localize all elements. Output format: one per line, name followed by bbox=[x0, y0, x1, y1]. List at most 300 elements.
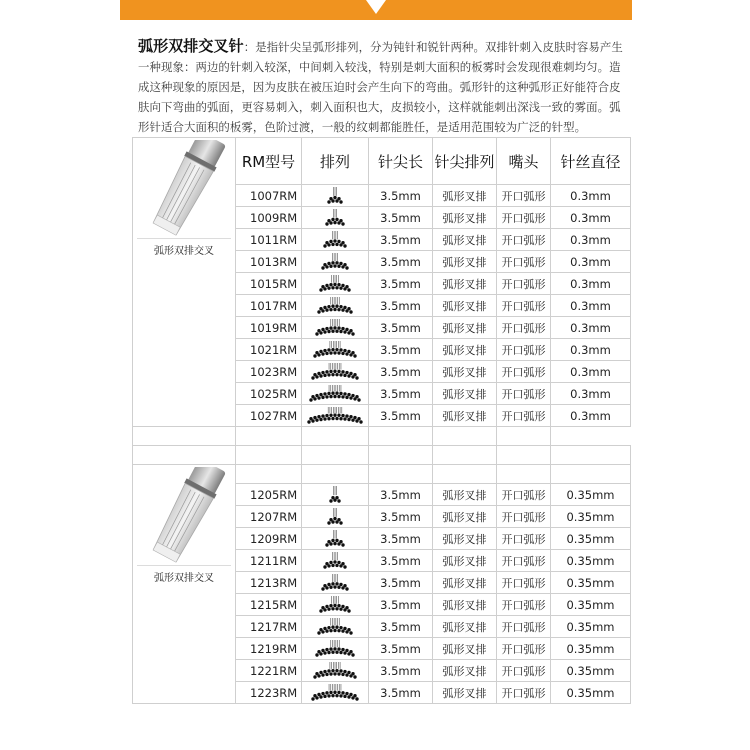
empty-cell bbox=[236, 427, 302, 446]
needle-dot bbox=[339, 392, 342, 395]
model-cell: 1211RM bbox=[236, 550, 302, 572]
needle-dot bbox=[325, 605, 328, 608]
needle-dot bbox=[307, 420, 310, 423]
needle-dot bbox=[329, 370, 332, 373]
diameter-cell: 0.35mm bbox=[551, 594, 631, 616]
needle-dot bbox=[351, 351, 354, 354]
tip-length-cell: 3.5mm bbox=[369, 185, 433, 207]
needle-dot bbox=[337, 691, 340, 694]
needle-dot bbox=[329, 647, 332, 650]
tip-arrangement-cell: 弧形叉排 bbox=[433, 251, 497, 273]
needle-dot bbox=[321, 309, 324, 312]
needle-dot bbox=[339, 373, 342, 376]
needle-dot bbox=[351, 332, 354, 335]
needle-arrangement-diagram bbox=[304, 362, 366, 381]
header-model: RM型号 bbox=[236, 138, 302, 185]
needle-dot bbox=[319, 374, 322, 377]
needle-dot bbox=[325, 370, 328, 373]
needle-dot bbox=[329, 586, 332, 589]
needle-dot bbox=[337, 586, 340, 589]
needle-dot bbox=[339, 219, 342, 222]
needle-dot bbox=[319, 652, 322, 655]
needle-dot bbox=[343, 695, 346, 698]
needle-dot bbox=[337, 265, 340, 268]
needle-dot bbox=[333, 326, 336, 329]
needle-dot bbox=[335, 496, 338, 499]
needle-dot bbox=[321, 587, 324, 590]
needle-dot bbox=[337, 561, 340, 564]
needle-dot bbox=[331, 582, 334, 585]
needle-dot bbox=[343, 584, 346, 587]
model-cell: 1213RM bbox=[236, 572, 302, 594]
header-arrangement-diagram: 排列 bbox=[302, 138, 369, 185]
mouth-cell: 开口弧形 bbox=[497, 506, 551, 528]
tip-length-cell: 3.5mm bbox=[369, 251, 433, 273]
needle-arrangement-diagram bbox=[304, 617, 366, 636]
needle-dot bbox=[333, 604, 336, 607]
needle-dot bbox=[339, 286, 342, 289]
arrangement-cell bbox=[302, 273, 369, 295]
needle-dot bbox=[353, 416, 356, 419]
needle-dot bbox=[323, 651, 326, 654]
needle-dot bbox=[335, 330, 338, 333]
needle-dot bbox=[325, 327, 328, 330]
needle-cartridge-image bbox=[137, 140, 230, 236]
tip-arrangement-cell: 弧形叉排 bbox=[433, 572, 497, 594]
needle-dot bbox=[313, 675, 316, 678]
tip-length-cell: 3.5mm bbox=[369, 383, 433, 405]
needle-dot bbox=[319, 418, 322, 421]
tip-length-cell: 3.5mm bbox=[369, 405, 433, 427]
intro-term: 弧形双排交叉针 bbox=[138, 37, 244, 55]
needle-arrangement-diagram bbox=[304, 406, 366, 425]
needle-dot bbox=[327, 417, 330, 420]
product-image-label: 弧形双排交叉 bbox=[137, 238, 231, 257]
needle-dot bbox=[321, 414, 324, 417]
tip-length-cell: 3.5mm bbox=[369, 229, 433, 251]
needle-dot bbox=[321, 352, 324, 355]
needle-dot bbox=[345, 285, 348, 288]
tip-arrangement-cell: 弧形叉排 bbox=[433, 660, 497, 682]
needle-dot bbox=[343, 392, 346, 395]
needle-dot bbox=[329, 542, 332, 545]
diameter-cell: 0.3mm bbox=[551, 361, 631, 383]
diameter-cell: 0.3mm bbox=[551, 273, 631, 295]
model-cell: 1223RM bbox=[236, 682, 302, 704]
needle-dot bbox=[317, 310, 320, 313]
needle-dot bbox=[333, 308, 336, 311]
needle-dot bbox=[317, 415, 320, 418]
tip-length-cell: 3.5mm bbox=[369, 638, 433, 660]
needle-dot bbox=[319, 609, 322, 612]
needle-dot bbox=[353, 354, 356, 357]
diameter-cell: 0.3mm bbox=[551, 317, 631, 339]
needle-dot bbox=[347, 418, 350, 421]
needle-dot bbox=[329, 414, 332, 417]
empty-cell bbox=[433, 446, 497, 465]
needle-dot bbox=[333, 672, 336, 675]
needle-dot bbox=[345, 414, 348, 417]
spacer-row bbox=[133, 427, 631, 446]
diameter-cell: 0.35mm bbox=[551, 638, 631, 660]
needle-dot bbox=[349, 650, 352, 653]
needle-dot bbox=[341, 648, 344, 651]
needle-dot bbox=[325, 629, 328, 632]
needle-dot bbox=[335, 582, 338, 585]
needle-dot bbox=[347, 628, 350, 631]
needle-arrangement-diagram bbox=[304, 274, 366, 293]
needle-dot bbox=[335, 218, 338, 221]
needle-dot bbox=[325, 222, 328, 225]
needle-dot bbox=[337, 351, 340, 354]
needle-dot bbox=[333, 517, 336, 520]
diameter-cell: 0.35mm bbox=[551, 506, 631, 528]
needle-dot bbox=[355, 376, 358, 379]
model-cell: 1013RM bbox=[236, 251, 302, 273]
needle-dot bbox=[331, 330, 334, 333]
mouth-cell: 开口弧形 bbox=[497, 339, 551, 361]
needle-dot bbox=[323, 287, 326, 290]
diameter-cell: 0.35mm bbox=[551, 572, 631, 594]
needle-dot bbox=[317, 353, 320, 356]
needle-dot bbox=[345, 692, 348, 695]
needle-dot bbox=[327, 651, 330, 654]
tip-arrangement-cell: 弧形叉排 bbox=[433, 295, 497, 317]
diameter-cell: 0.3mm bbox=[551, 295, 631, 317]
needle-dot bbox=[343, 263, 346, 266]
needle-dot bbox=[333, 542, 336, 545]
arrangement-cell bbox=[302, 484, 369, 506]
needle-arrangement-diagram bbox=[304, 661, 366, 680]
needle-dot bbox=[317, 674, 320, 677]
tip-arrangement-cell: 弧形叉排 bbox=[433, 229, 497, 251]
tip-length-cell: 3.5mm bbox=[369, 295, 433, 317]
needle-dot bbox=[325, 586, 328, 589]
needle-dot bbox=[323, 330, 326, 333]
needle-dot bbox=[315, 696, 318, 699]
needle-dot bbox=[345, 396, 348, 399]
needle-dot bbox=[341, 673, 344, 676]
needle-dot bbox=[321, 396, 324, 399]
needle-dot bbox=[357, 398, 360, 401]
tip-arrangement-cell: 弧形叉排 bbox=[433, 273, 497, 295]
model-cell: 1009RM bbox=[236, 207, 302, 229]
needle-dot bbox=[335, 564, 338, 567]
model-cell: 1007RM bbox=[236, 185, 302, 207]
needle-dot bbox=[331, 669, 334, 672]
needle-dot bbox=[341, 605, 344, 608]
mouth-cell: 开口弧形 bbox=[497, 616, 551, 638]
mouth-cell: 开口弧形 bbox=[497, 273, 551, 295]
empty-cell bbox=[551, 465, 631, 484]
needle-dot bbox=[313, 354, 316, 357]
needle-dot bbox=[319, 695, 322, 698]
needle-dot bbox=[321, 692, 324, 695]
needle-dot bbox=[337, 326, 340, 329]
needle-dot bbox=[323, 565, 326, 568]
tip-length-cell: 3.5mm bbox=[369, 484, 433, 506]
intro-text: ：是指针尖呈弧形排列，分为钝针和锐针两种。双排针刺入皮肤时容易产生一种现象：两边的针刺入较深，中间刺入较浅，特别是刺大面积的板雾时会发现很难刺均匀。造成这种现象的原因是，因为皮肤在被压迫时会产生向下的弯曲。弧形针的这种弧形正好能符合皮肤向下弯曲的弧面，更容易刺入，刺入面积也大，皮损较小，这样就能刺出深浅一致的雾面。弧形针适合大面积的板雾，色阶过渡，一般的纹刺都能胜任，是适用范围较为广泛的针型。 bbox=[138, 40, 623, 134]
tip-arrangement-cell: 弧形叉排 bbox=[433, 594, 497, 616]
needle-dot bbox=[315, 653, 318, 656]
model-cell: 1025RM bbox=[236, 383, 302, 405]
tip-arrangement-cell: 弧形叉排 bbox=[433, 361, 497, 383]
needle-dot bbox=[339, 651, 342, 654]
needle-dot bbox=[333, 395, 336, 398]
arrangement-cell bbox=[302, 616, 369, 638]
needle-dot bbox=[347, 393, 350, 396]
needle-dot bbox=[325, 673, 328, 676]
diameter-cell: 0.35mm bbox=[551, 484, 631, 506]
needle-dot bbox=[337, 240, 340, 243]
needle-dot bbox=[319, 331, 322, 334]
model-cell: 1205RM bbox=[236, 484, 302, 506]
needle-dot bbox=[337, 647, 340, 650]
needle-dot bbox=[335, 348, 338, 351]
needle-dot bbox=[327, 286, 330, 289]
arrangement-cell bbox=[302, 506, 369, 528]
needle-dot bbox=[325, 352, 328, 355]
needle-dot bbox=[337, 629, 340, 632]
needle-dot bbox=[329, 326, 332, 329]
needle-dot bbox=[335, 651, 338, 654]
mouth-cell: 开口弧形 bbox=[497, 207, 551, 229]
needle-dot bbox=[343, 374, 346, 377]
needle-arrangement-diagram bbox=[304, 186, 366, 205]
needle-dot bbox=[331, 392, 334, 395]
arrangement-cell bbox=[302, 339, 369, 361]
needle-dot bbox=[327, 200, 330, 203]
needle-dot bbox=[321, 266, 324, 269]
empty-cell bbox=[433, 465, 497, 484]
spacer-row bbox=[133, 446, 631, 465]
model-cell: 1011RM bbox=[236, 229, 302, 251]
needle-dot bbox=[333, 414, 336, 417]
needle-dot bbox=[333, 560, 336, 563]
empty-cell bbox=[236, 465, 302, 484]
needle-dot bbox=[317, 631, 320, 634]
needle-dot bbox=[331, 218, 334, 221]
diameter-cell: 0.3mm bbox=[551, 339, 631, 361]
needle-dot bbox=[345, 606, 348, 609]
mouth-cell: 开口弧形 bbox=[497, 317, 551, 339]
needle-dot bbox=[313, 397, 316, 400]
needle-dot bbox=[323, 392, 326, 395]
header-mouth: 嘴头 bbox=[497, 138, 551, 185]
needle-dot bbox=[333, 370, 336, 373]
needle-dot bbox=[349, 631, 352, 634]
needle-dot bbox=[315, 332, 318, 335]
arrangement-cell bbox=[302, 295, 369, 317]
model-cell: 1217RM bbox=[236, 616, 302, 638]
model-cell: 1027RM bbox=[236, 405, 302, 427]
mouth-cell: 开口弧形 bbox=[497, 550, 551, 572]
diameter-cell: 0.35mm bbox=[551, 528, 631, 550]
mouth-cell: 开口弧形 bbox=[497, 251, 551, 273]
needle-dot bbox=[329, 561, 332, 564]
needle-dot bbox=[323, 695, 326, 698]
needle-dot bbox=[333, 691, 336, 694]
model-cell: 1219RM bbox=[236, 638, 302, 660]
needle-dot bbox=[335, 539, 338, 542]
needle-dot bbox=[335, 607, 338, 610]
spec-table bbox=[132, 137, 631, 704]
needle-dot bbox=[337, 197, 340, 200]
needle-dot bbox=[325, 284, 328, 287]
needle-dot bbox=[343, 349, 346, 352]
needle-arrangement-diagram bbox=[304, 683, 366, 702]
needle-dot bbox=[343, 670, 346, 673]
table-header-row bbox=[133, 138, 631, 185]
needle-dot bbox=[329, 221, 332, 224]
diameter-cell: 0.3mm bbox=[551, 251, 631, 273]
needle-dot bbox=[359, 420, 362, 423]
needle-dot bbox=[355, 697, 358, 700]
arrangement-cell bbox=[302, 638, 369, 660]
needle-dot bbox=[327, 521, 330, 524]
mouth-cell: 开口弧形 bbox=[497, 638, 551, 660]
tip-length-cell: 3.5mm bbox=[369, 660, 433, 682]
needle-dot bbox=[335, 373, 338, 376]
tip-arrangement-cell: 弧形叉排 bbox=[433, 185, 497, 207]
needle-dot bbox=[337, 499, 340, 502]
model-cell: 1207RM bbox=[236, 506, 302, 528]
empty-cell bbox=[369, 465, 433, 484]
needle-dot bbox=[331, 261, 334, 264]
needle-dot bbox=[333, 239, 336, 242]
needle-dot bbox=[349, 310, 352, 313]
tip-length-cell: 3.5mm bbox=[369, 682, 433, 704]
needle-dot bbox=[335, 694, 338, 697]
needle-dot bbox=[329, 604, 332, 607]
needle-arrangement-diagram bbox=[304, 230, 366, 249]
needle-dot bbox=[327, 583, 330, 586]
needle-dot bbox=[357, 417, 360, 420]
needle-arrangement-diagram bbox=[304, 485, 366, 504]
needle-dot bbox=[333, 647, 336, 650]
needle-dot bbox=[341, 370, 344, 373]
needle-dot bbox=[329, 265, 332, 268]
needle-dot bbox=[327, 373, 330, 376]
empty-cell bbox=[302, 446, 369, 465]
tip-length-cell: 3.5mm bbox=[369, 273, 433, 295]
needle-dot bbox=[327, 564, 330, 567]
needle-dot bbox=[345, 266, 348, 269]
needle-arrangement-diagram bbox=[304, 296, 366, 315]
needle-dot bbox=[335, 669, 338, 672]
arrangement-cell bbox=[302, 660, 369, 682]
needle-dot bbox=[343, 565, 346, 568]
needle-dot bbox=[339, 521, 342, 524]
needle-dot bbox=[353, 694, 356, 697]
needle-dot bbox=[311, 376, 314, 379]
needle-dot bbox=[345, 328, 348, 331]
needle-dot bbox=[331, 520, 334, 523]
needle-dot bbox=[345, 649, 348, 652]
tip-length-cell: 3.5mm bbox=[369, 361, 433, 383]
needle-dot bbox=[331, 539, 334, 542]
needle-dot bbox=[319, 288, 322, 291]
needle-dot bbox=[331, 651, 334, 654]
needle-dot bbox=[347, 671, 350, 674]
needle-dot bbox=[323, 417, 326, 420]
needle-dot bbox=[337, 395, 340, 398]
tip-length-cell: 3.5mm bbox=[369, 616, 433, 638]
needle-dot bbox=[311, 697, 314, 700]
mouth-cell: 开口弧形 bbox=[497, 572, 551, 594]
needle-dot bbox=[331, 626, 334, 629]
arrangement-cell bbox=[302, 550, 369, 572]
needle-dot bbox=[341, 395, 344, 398]
needle-dot bbox=[333, 585, 336, 588]
needle-dot bbox=[349, 329, 352, 332]
spacer-row bbox=[133, 465, 631, 484]
needle-dot bbox=[341, 284, 344, 287]
tip-length-cell: 3.5mm bbox=[369, 339, 433, 361]
needle-dot bbox=[351, 394, 354, 397]
needle-dot bbox=[353, 675, 356, 678]
needle-dot bbox=[331, 694, 334, 697]
needle-dot bbox=[323, 349, 326, 352]
header-tip-arrangement: 针尖排列 bbox=[433, 138, 497, 185]
needle-dot bbox=[339, 607, 342, 610]
needle-dot bbox=[331, 373, 334, 376]
needle-dot bbox=[339, 626, 342, 629]
needle-dot bbox=[339, 540, 342, 543]
empty-cell bbox=[133, 427, 236, 446]
model-cell: 1209RM bbox=[236, 528, 302, 550]
needle-dot bbox=[337, 414, 340, 417]
mouth-cell: 开口弧形 bbox=[497, 484, 551, 506]
arrangement-cell bbox=[302, 383, 369, 405]
diameter-cell: 0.35mm bbox=[551, 682, 631, 704]
header-tip-length: 针尖长 bbox=[369, 138, 433, 185]
needle-dot bbox=[337, 283, 340, 286]
needle-dot bbox=[337, 604, 340, 607]
needle-dot bbox=[339, 669, 342, 672]
diameter-cell: 0.35mm bbox=[551, 660, 631, 682]
needle-dot bbox=[329, 395, 332, 398]
model-cell: 1019RM bbox=[236, 317, 302, 339]
needle-dot bbox=[309, 398, 312, 401]
header-diameter: 针丝直径 bbox=[551, 138, 631, 185]
needle-arrangement-diagram bbox=[304, 252, 366, 271]
model-cell: 1221RM bbox=[236, 660, 302, 682]
needle-dot bbox=[335, 305, 338, 308]
needle-dot bbox=[323, 608, 326, 611]
needle-arrangement-diagram bbox=[304, 340, 366, 359]
diameter-cell: 0.35mm bbox=[551, 616, 631, 638]
arrangement-cell bbox=[302, 594, 369, 616]
needle-dot bbox=[347, 609, 350, 612]
needle-dot bbox=[327, 348, 330, 351]
needle-dot bbox=[325, 395, 328, 398]
needle-dot bbox=[347, 288, 350, 291]
model-cell: 1215RM bbox=[236, 594, 302, 616]
needle-dot bbox=[327, 262, 330, 265]
needle-dot bbox=[333, 283, 336, 286]
diameter-cell: 0.3mm bbox=[551, 207, 631, 229]
needle-dot bbox=[337, 672, 340, 675]
needle-dot bbox=[339, 305, 342, 308]
arrangement-cell bbox=[302, 361, 369, 383]
diameter-cell: 0.3mm bbox=[551, 185, 631, 207]
needle-arrangement-diagram bbox=[304, 208, 366, 227]
needle-dot bbox=[339, 694, 342, 697]
tip-arrangement-cell: 弧形叉排 bbox=[433, 616, 497, 638]
needle-dot bbox=[335, 392, 338, 395]
arrangement-cell bbox=[302, 207, 369, 229]
